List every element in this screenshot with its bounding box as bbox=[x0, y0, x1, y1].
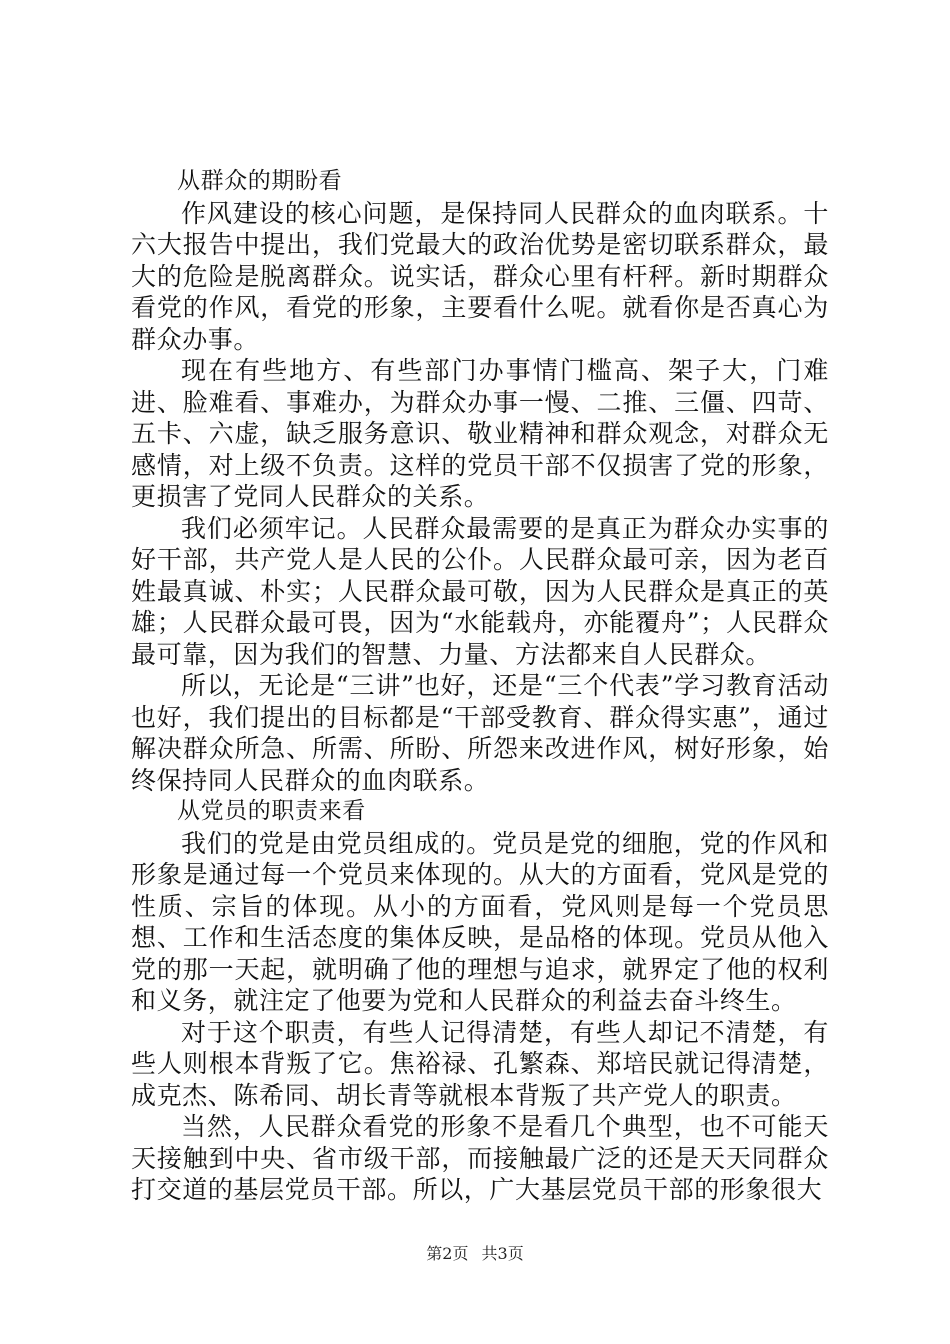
page-total: 共3页 bbox=[481, 1244, 524, 1263]
body-paragraph: 我们必须牢记。人民群众最需要的是真正为群众办实事的好干部，共产党人是人民的公仆。人民群众最可亲，因为老百姓最真诚、朴实；人民群众最可敬，因为人民群众是真正的英雄；人民群众最可畏，因为“水能载舟，亦能覆舟”；人民群众最可靠，因为我们的智慧、力量、方法都来自人民群众。 bbox=[131, 513, 829, 669]
document-body bbox=[131, 166, 829, 1206]
body-paragraph: 当然，人民群众看党的形象不是看几个典型，也不可能天天接触到中央、省市级干部，而接触最广泛的还是天天同群众打交道的基层党员干部。所以，广大基层党员干部的形象很大 bbox=[131, 1112, 829, 1204]
section-heading: 从党员的职责来看 bbox=[177, 798, 366, 824]
page-number: 第2页 bbox=[426, 1244, 469, 1263]
body-paragraph: 所以，无论是“三讲”也好，还是“三个代表”学习教育活动也好，我们提出的目标都是“干部受教育、群众得实惠”，通过解决群众所急、所需、所盼、所怨来改进作风，树好形象，始终保持同人民群众的血肉联系。 bbox=[131, 671, 829, 795]
page-footer bbox=[0, 1244, 950, 1264]
body-paragraph: 作风建设的核心问题，是保持同人民群众的血肉联系。十六大报告中提出，我们党最大的政治优势是密切联系群众，最大的危险是脱离群众。说实话，群众心里有杆秤。新时期群众看党的作风，看党的形象，主要看什么呢。就看你是否真心为群众办事。 bbox=[131, 198, 829, 354]
body-paragraph: 我们的党是由党员组成的。党员是党的细胞，党的作风和形象是通过每一个党员来体现的。从大的方面看，党风是党的性质、宗旨的体现。从小的方面看，党风则是每一个党员思想、工作和生活态度的集体反映，是品格的体现。党员从他入党的那一天起，就明确了他的理想与追求，就界定了他的权利和义务，就注定了他要为党和人民群众的利益去奋斗终生。 bbox=[131, 828, 829, 1015]
body-paragraph: 对于这个职责，有些人记得清楚，有些人却记不清楚，有些人则根本背叛了它。焦裕禄、孔繁森、郑培民就记得清楚，成克杰、陈希同、胡长青等就根本背叛了共产党人的职责。 bbox=[131, 1017, 829, 1110]
section-heading: 从群众的期盼看 bbox=[177, 168, 343, 194]
body-paragraph: 现在有些地方、有些部门办事情门槛高、架子大，门难进、脸难看、事难办，为群众办事一慢、二推、三僵、四苛、五卡、六虚，缺乏服务意识、敬业精神和群众观念，对群众无感情，对上级不负责。这样的党员干部不仅损害了党的形象，更损害了党同人民群众的关系。 bbox=[131, 356, 829, 511]
